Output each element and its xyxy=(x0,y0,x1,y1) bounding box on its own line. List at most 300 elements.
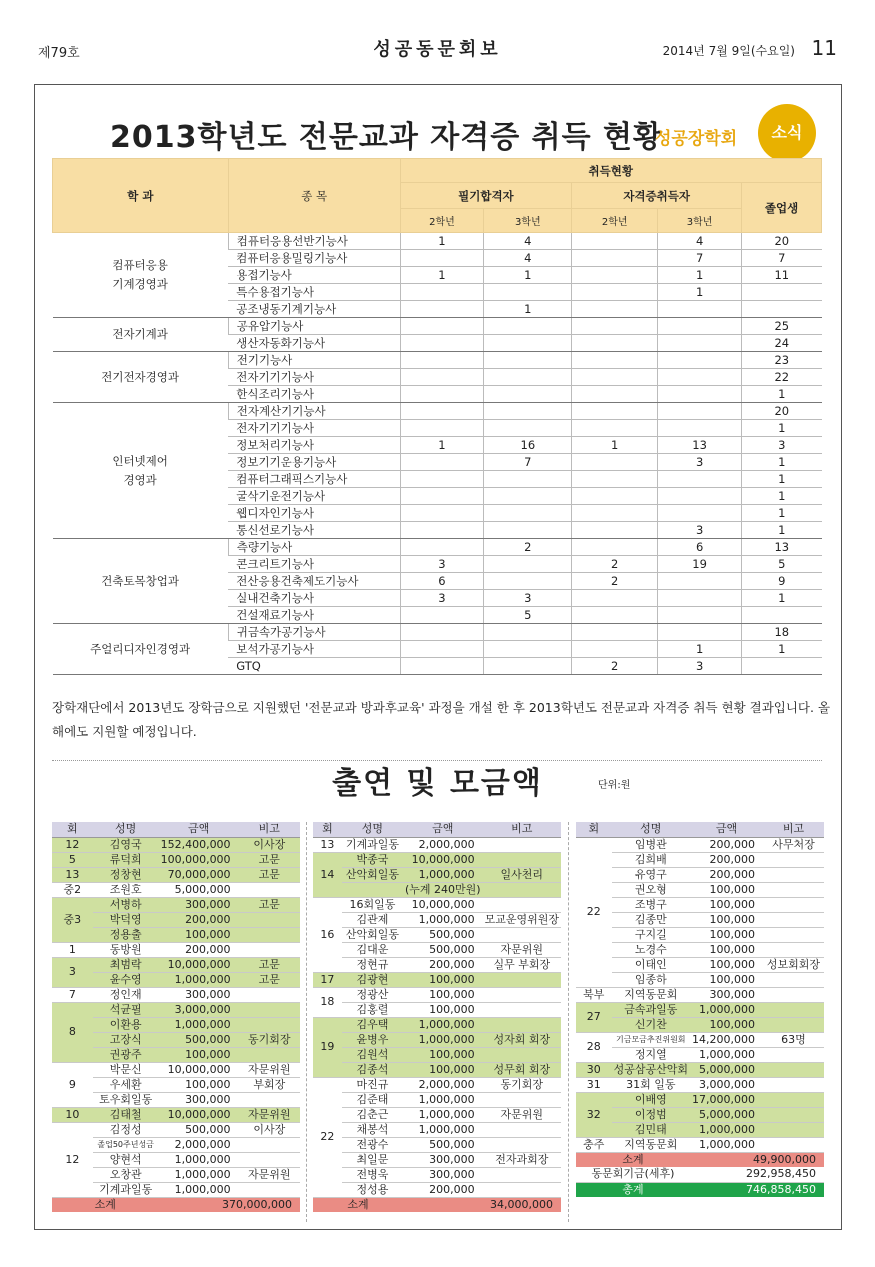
fund-row xyxy=(576,1167,824,1182)
donor-name-cell: 노경수 xyxy=(612,942,690,957)
written-header: 필기합격자 xyxy=(400,183,572,209)
grade2-header: 2학년 xyxy=(572,209,658,233)
news-badge: 소식 xyxy=(758,104,816,162)
amount-cell: 300,000 xyxy=(403,1152,483,1167)
donation-row xyxy=(313,1092,561,1107)
grand-total-row-label: 총계 xyxy=(576,1182,690,1197)
certificate-table xyxy=(52,158,822,675)
grad-cell: 1 xyxy=(742,454,822,471)
remark-cell: 동기회장 xyxy=(483,1077,561,1092)
remark-cell xyxy=(483,1122,561,1137)
donation-row xyxy=(313,867,561,882)
donation-row xyxy=(576,927,824,942)
class-cell: 17 xyxy=(313,972,342,987)
grad-header: 졸업생 xyxy=(742,183,822,233)
donation-header-row xyxy=(52,822,300,837)
remark-cell xyxy=(763,912,824,927)
cert-row xyxy=(53,539,822,556)
amount-cell: 300,000 xyxy=(403,1167,483,1182)
written-y3-cell: 1 xyxy=(484,301,572,318)
remark-cell: 이사장 xyxy=(239,1122,300,1137)
remark-cell xyxy=(239,1182,300,1197)
amount-cell: 10,000,000 xyxy=(403,897,483,912)
donation-row xyxy=(52,882,300,897)
remark-cell xyxy=(483,1182,561,1197)
written-y3-cell xyxy=(484,318,572,335)
written-y3-cell xyxy=(484,488,572,505)
column-divider xyxy=(568,822,569,1222)
donor-name-cell: 신기찬 xyxy=(612,1017,690,1032)
remark-cell xyxy=(483,1047,561,1062)
amount-cell: 500,000 xyxy=(403,1137,483,1152)
donor-name-cell: 조병구 xyxy=(612,897,690,912)
donor-name-cell: 김정성 xyxy=(93,1122,159,1137)
remark-cell xyxy=(239,912,300,927)
subtotal-row-label: 소계 xyxy=(52,1197,159,1212)
donor-name-cell: 동방원 xyxy=(93,942,159,957)
cert-y2-cell: 2 xyxy=(572,573,658,590)
grad-cell xyxy=(742,301,822,318)
item-cell: 컴퓨터응용선반기능사 xyxy=(228,233,400,250)
cert-y3-cell xyxy=(658,471,742,488)
remark-cell xyxy=(763,1047,824,1062)
amount-cell: 1,000,000 xyxy=(159,1182,239,1197)
cert-y2-cell xyxy=(572,284,658,301)
written-y2-cell xyxy=(400,318,484,335)
cert-y2-cell xyxy=(572,454,658,471)
remark-cell xyxy=(763,1077,824,1092)
written-y3-cell xyxy=(484,658,572,675)
column-header: 비고 xyxy=(239,822,300,837)
class-cell: 1 xyxy=(52,942,93,957)
remark-cell xyxy=(483,1137,561,1152)
grad-cell: 1 xyxy=(742,471,822,488)
remark-cell xyxy=(763,852,824,867)
item-cell: 귀금속가공기능사 xyxy=(228,624,400,641)
cert-y2-cell xyxy=(572,420,658,437)
class-cell: 19 xyxy=(313,1017,342,1077)
donation-table-1 xyxy=(52,822,300,1212)
remark-cell: 자문위원 xyxy=(239,1107,300,1122)
item-cell: 정보처리기능사 xyxy=(228,437,400,454)
remark-cell xyxy=(239,1152,300,1167)
remark-cell xyxy=(483,1002,561,1017)
remark-cell: 자문위원 xyxy=(483,1107,561,1122)
column-header: 회 xyxy=(576,822,612,837)
donor-name-cell: 16회일동 xyxy=(342,897,403,912)
written-y2-cell: 1 xyxy=(400,233,484,250)
column-header: 성명 xyxy=(612,822,690,837)
donation-row xyxy=(313,852,561,867)
cert-y3-cell: 3 xyxy=(658,454,742,471)
grad-cell: 7 xyxy=(742,250,822,267)
donation-row xyxy=(313,957,561,972)
remark-cell xyxy=(239,1002,300,1017)
cert-y2-cell xyxy=(572,641,658,658)
item-cell: 생산자동화기능사 xyxy=(228,335,400,352)
remark-cell: 동기회장 xyxy=(239,1032,300,1047)
page-number: 11 xyxy=(811,36,837,60)
donor-name-cell: 류덕희 xyxy=(93,852,159,867)
donor-name-cell: 기금모금추진위원회 xyxy=(612,1032,690,1047)
cert-y3-cell xyxy=(658,505,742,522)
written-y2-cell xyxy=(400,301,484,318)
cert-y2-cell xyxy=(572,267,658,284)
cert-y2-cell xyxy=(572,369,658,386)
amount-cell: 300,000 xyxy=(159,1092,239,1107)
amount-cell: 300,000 xyxy=(159,897,239,912)
item-cell: 실내건축기능사 xyxy=(228,590,400,607)
subtotal-row-label: 소계 xyxy=(313,1197,403,1212)
amount-cell: 100,000 xyxy=(159,1047,239,1062)
donor-name-cell: 성공삼공산악회 xyxy=(613,1062,688,1076)
grade2-header: 2학년 xyxy=(400,209,484,233)
remark-cell xyxy=(483,852,561,867)
amount-cell: 200,000 xyxy=(403,957,483,972)
cert-y3-cell: 1 xyxy=(658,267,742,284)
amount-cell: 1,000,000 xyxy=(403,867,483,882)
donor-name-cell: 김준태 xyxy=(342,1092,403,1107)
written-y3-cell xyxy=(484,352,572,369)
remark-cell xyxy=(763,1137,824,1152)
item-cell: 한식조리기능사 xyxy=(228,386,400,403)
item-cell: GTQ xyxy=(228,658,400,675)
class-cell: 13 xyxy=(52,867,93,882)
amount-cell: 152,400,000 xyxy=(159,837,239,852)
grad-cell: 25 xyxy=(742,318,822,335)
donor-name-cell: 지역동문회 xyxy=(612,987,690,1002)
donor-name-cell: 임종하 xyxy=(612,972,690,987)
donor-name-cell: 정현규 xyxy=(342,957,403,972)
remark-cell: 전자과회장 xyxy=(483,1152,561,1167)
written-y2-cell xyxy=(400,250,484,267)
amount-cell: 2,000,000 xyxy=(159,1137,239,1152)
cert-y2-cell xyxy=(572,301,658,318)
remark-cell xyxy=(483,1017,561,1032)
amount-cell: 1,000,000 xyxy=(403,1107,483,1122)
donor-name-cell: 산악회일동 xyxy=(342,927,403,942)
written-y3-cell: 3 xyxy=(484,590,572,607)
amount-cell: 1,000,000 xyxy=(690,1122,763,1137)
remark-cell: 고문 xyxy=(239,852,300,867)
remark-cell: 실무 부회장 xyxy=(483,957,561,972)
amount-cell: 100,000 xyxy=(690,927,763,942)
status-header: 취득현황 xyxy=(400,159,821,183)
donor-name-cell: 산악회일동 xyxy=(342,867,403,882)
amount-cell: 100,000 xyxy=(159,1077,239,1092)
donor-name-cell: 31회 일동 xyxy=(612,1077,690,1092)
remark-cell: 자문위원 xyxy=(239,1062,300,1077)
cert-y2-cell xyxy=(572,386,658,403)
class-cell: 12 xyxy=(52,1122,93,1197)
donation-row xyxy=(52,852,300,867)
written-y3-cell xyxy=(484,624,572,641)
grad-cell: 22 xyxy=(742,369,822,386)
written-y2-cell xyxy=(400,505,484,522)
written-y2-cell: 1 xyxy=(400,267,484,284)
grad-cell: 1 xyxy=(742,590,822,607)
written-y3-cell: 4 xyxy=(484,250,572,267)
cert-y2-cell xyxy=(572,505,658,522)
written-y3-cell xyxy=(484,522,572,539)
amount-cell: 200,000 xyxy=(159,912,239,927)
donor-name-cell: 전광수 xyxy=(342,1137,403,1152)
donation-row xyxy=(313,1062,561,1077)
item-cell: 컴퓨터응용밀링기능사 xyxy=(228,250,400,267)
amount-cell: 10,000,000 xyxy=(159,1107,239,1122)
donor-name-cell: 박문신 xyxy=(93,1062,159,1077)
cert-y3-cell xyxy=(658,386,742,403)
donation-row xyxy=(313,972,561,987)
cert-section-title: 2013학년도 전문교과 자격증 취득 현황 xyxy=(110,120,663,155)
page-header xyxy=(0,0,875,80)
donation-row xyxy=(576,1047,824,1062)
written-y3-cell xyxy=(484,573,572,590)
donor-name-cell: 정인재 xyxy=(93,987,159,1002)
grad-cell: 1 xyxy=(742,522,822,539)
amount-cell: 10,000,000 xyxy=(159,1062,239,1077)
donation-row xyxy=(576,1032,824,1047)
donor-name-cell: 김춘근 xyxy=(342,1107,403,1122)
remark-cell xyxy=(483,987,561,1002)
remark-cell xyxy=(763,867,824,882)
donation-table-2 xyxy=(313,822,561,1212)
written-y3-cell: 2 xyxy=(484,539,572,556)
cert-y2-cell xyxy=(572,352,658,369)
written-y2-cell: 6 xyxy=(400,573,484,590)
amount-cell: 1,000,000 xyxy=(690,1047,763,1062)
subtotal-row-label: 소계 xyxy=(576,1152,690,1167)
cert-y2-cell xyxy=(572,403,658,420)
grad-cell: 13 xyxy=(742,539,822,556)
donor-name-cell: 최범락 xyxy=(93,957,159,972)
donor-name-cell: 김관제 xyxy=(342,912,403,927)
class-cell: 22 xyxy=(313,1077,342,1197)
donation-row xyxy=(313,1002,561,1017)
cert-y2-cell: 2 xyxy=(572,556,658,573)
cert-y3-cell: 7 xyxy=(658,250,742,267)
remark-cell xyxy=(239,987,300,1002)
cert-y2-cell xyxy=(572,522,658,539)
donor-name-cell: 이배영 xyxy=(612,1092,690,1107)
remark-cell: 63명 xyxy=(763,1032,824,1047)
item-cell: 측량기능사 xyxy=(228,539,400,556)
cert-y3-cell xyxy=(658,352,742,369)
column-header: 비고 xyxy=(763,822,824,837)
amount-cell: 100,000 xyxy=(403,987,483,1002)
amount-cell: 500,000 xyxy=(403,927,483,942)
donor-name-cell: 구지길 xyxy=(612,927,690,942)
written-y2-cell xyxy=(400,471,484,488)
subtotal-row xyxy=(313,1197,561,1212)
donor-name-cell: 박종국 xyxy=(342,852,403,867)
written-y3-cell xyxy=(484,505,572,522)
item-cell: 컴퓨터그래픽스기능사 xyxy=(228,471,400,488)
class-cell: 27 xyxy=(576,1002,612,1032)
donor-name-cell: 양현석 xyxy=(93,1152,159,1167)
cert-y3-cell: 19 xyxy=(658,556,742,573)
written-y3-cell xyxy=(484,369,572,386)
cert-y3-cell xyxy=(658,318,742,335)
class-cell: 10 xyxy=(52,1107,93,1122)
amount-cell: 100,000 xyxy=(690,882,763,897)
donation-row xyxy=(576,1017,824,1032)
remark-cell xyxy=(763,942,824,957)
donor-name-cell: 지역동문회 xyxy=(612,1137,690,1152)
amount-cell: 100,000 xyxy=(159,927,239,942)
donation-row xyxy=(576,1137,824,1152)
written-y2-cell xyxy=(400,641,484,658)
class-cell: 중2 xyxy=(52,882,93,897)
donation-header-row xyxy=(576,822,824,837)
cert-y3-cell xyxy=(658,335,742,352)
donation-row xyxy=(52,897,300,912)
written-y2-cell: 1 xyxy=(400,437,484,454)
donation-row xyxy=(576,897,824,912)
item-cell: 전자기기기능사 xyxy=(228,369,400,386)
grad-cell: 1 xyxy=(742,488,822,505)
remark-cell xyxy=(763,927,824,942)
donation-row xyxy=(576,1092,824,1107)
column-divider xyxy=(306,822,307,1222)
donation-row xyxy=(52,1002,300,1017)
amount-cell: 200,000 xyxy=(690,837,763,852)
remark-cell xyxy=(239,882,300,897)
donation-row xyxy=(313,1122,561,1137)
donor-name-cell: 이정범 xyxy=(612,1107,690,1122)
remark-cell: 고문 xyxy=(239,957,300,972)
cert-y3-cell xyxy=(658,403,742,420)
grad-cell: 23 xyxy=(742,352,822,369)
item-cell: 통신선로기능사 xyxy=(228,522,400,539)
grade3-header: 3학년 xyxy=(484,209,572,233)
cert-y2-cell xyxy=(572,590,658,607)
remark-cell xyxy=(239,1017,300,1032)
remark-cell xyxy=(763,1062,824,1077)
donation-row xyxy=(313,1167,561,1182)
item-cell: 공조냉동기계기능사 xyxy=(228,301,400,318)
donor-name-cell: 김종만 xyxy=(612,912,690,927)
donor-name-cell: 정용출 xyxy=(93,927,159,942)
amount-cell: 100,000 xyxy=(690,897,763,912)
item-header: 종 목 xyxy=(228,159,400,233)
item-cell: 전기기능사 xyxy=(228,352,400,369)
amount-cell: 3,000,000 xyxy=(690,1077,763,1092)
donor-name-cell: 김종석 xyxy=(342,1062,403,1077)
remark-cell xyxy=(763,987,824,1002)
donation-header-row xyxy=(313,822,561,837)
cert-y2-cell xyxy=(572,624,658,641)
amount-cell: 100,000 xyxy=(690,957,763,972)
written-y3-cell xyxy=(484,471,572,488)
issue-date: 2014년 7월 9일(수요일) xyxy=(662,44,795,58)
grand-total-row xyxy=(576,1182,824,1197)
amount-cell: 100,000 xyxy=(403,1062,483,1077)
donor-name-cell xyxy=(342,882,403,897)
cert-y2-cell xyxy=(572,318,658,335)
donor-name-cell: 채봉석 xyxy=(342,1122,403,1137)
cert-y3-cell: 1 xyxy=(658,284,742,301)
column-header: 금액 xyxy=(403,822,483,837)
column-header: 성명 xyxy=(93,822,159,837)
remark-cell xyxy=(239,1137,300,1152)
written-y3-cell: 1 xyxy=(484,267,572,284)
class-cell: 18 xyxy=(313,987,342,1017)
donation-row xyxy=(313,837,561,852)
remark-cell: 이사장 xyxy=(239,837,300,852)
donor-name-cell: 박덕영 xyxy=(93,912,159,927)
amount-cell: 5,000,000 xyxy=(159,882,239,897)
written-y3-cell: 7 xyxy=(484,454,572,471)
item-cell: 보석가공기능사 xyxy=(228,641,400,658)
donation-row xyxy=(576,1122,824,1137)
grad-cell: 1 xyxy=(742,386,822,403)
grad-cell: 20 xyxy=(742,233,822,250)
donation-row xyxy=(52,957,300,972)
cert-y3-cell xyxy=(658,301,742,318)
cert-row xyxy=(53,318,822,335)
dept-cell: 전기전자경영과 xyxy=(53,352,229,403)
class-cell: 14 xyxy=(313,852,342,897)
donor-name-cell: 김대운 xyxy=(342,942,403,957)
item-cell: 전자계산기기능사 xyxy=(228,403,400,420)
donor-name-cell: 정광산 xyxy=(342,987,403,1002)
subtotal-row-amount: 49,900,000 xyxy=(690,1152,824,1167)
item-cell: 공유압기능사 xyxy=(228,318,400,335)
remark-cell xyxy=(239,927,300,942)
donor-name-cell: 임병관 xyxy=(612,837,690,852)
item-cell: 전자기기기능사 xyxy=(228,420,400,437)
remark-cell xyxy=(763,1092,824,1107)
donation-row xyxy=(313,1137,561,1152)
remark-cell xyxy=(763,1122,824,1137)
cert-y2-cell: 1 xyxy=(572,437,658,454)
donation-row xyxy=(313,987,561,1002)
donor-name-cell: 졸업50주년성금 xyxy=(93,1137,159,1152)
column-header: 금액 xyxy=(159,822,239,837)
remark-cell: 사무처장 xyxy=(763,837,824,852)
donation-row xyxy=(313,1152,561,1167)
written-y2-cell xyxy=(400,420,484,437)
donor-name-cell: 서병하 xyxy=(93,897,159,912)
grad-cell xyxy=(742,284,822,301)
written-y2-cell xyxy=(400,352,484,369)
amount-cell: 70,000,000 xyxy=(159,867,239,882)
dept-cell: 주얼리디자인경영과 xyxy=(53,624,229,675)
donation-row xyxy=(313,927,561,942)
amount-cell: 100,000,000 xyxy=(159,852,239,867)
donation-row xyxy=(576,942,824,957)
donation-row xyxy=(576,882,824,897)
item-cell: 정보기기운용기능사 xyxy=(228,454,400,471)
cert-y2-cell xyxy=(572,250,658,267)
donation-row xyxy=(576,867,824,882)
remark-cell: 성무회 회장 xyxy=(483,1062,561,1077)
cert-y3-cell: 3 xyxy=(658,658,742,675)
donor-name-cell: 정지열 xyxy=(612,1047,690,1062)
written-y2-cell xyxy=(400,624,484,641)
written-y3-cell xyxy=(484,403,572,420)
class-cell: 16 xyxy=(313,897,342,972)
grad-cell: 24 xyxy=(742,335,822,352)
cert-row xyxy=(53,403,822,420)
donation-row xyxy=(576,957,824,972)
written-y3-cell xyxy=(484,335,572,352)
remark-cell xyxy=(239,1047,300,1062)
written-y2-cell xyxy=(400,488,484,505)
dept-cell: 건축토목창업과 xyxy=(53,539,229,624)
dept-cell: 인터넷제어 경영과 xyxy=(53,403,229,539)
